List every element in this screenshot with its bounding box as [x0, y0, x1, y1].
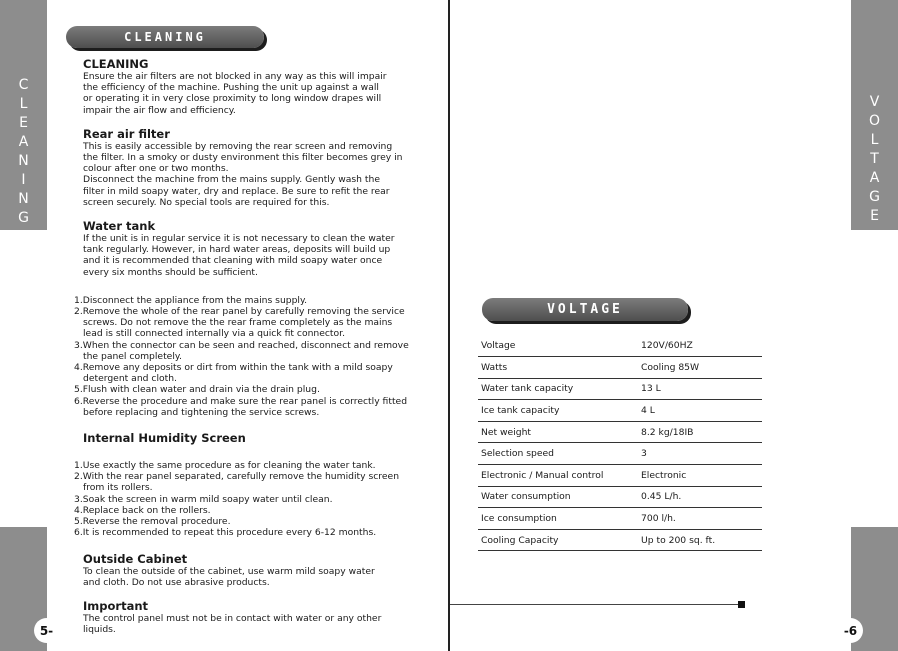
text-line: Ensure the air filters are not blocked in any way as this will impair [83, 71, 387, 82]
voltage-banner: VOLTAGE [482, 298, 688, 321]
step-item: 4.Remove any deposits or dirt from within the tank with a mild soapy detergent and cloth. [74, 362, 393, 385]
page-number-right: -6 [838, 618, 863, 643]
text-line: colour after one or two months. [83, 163, 229, 175]
spec-row [478, 357, 762, 379]
spec-value: 3 [638, 443, 762, 465]
cleaning-intro-text [83, 71, 413, 116]
text-line: every six months should be sufficient. [83, 266, 258, 278]
spec-row [478, 529, 762, 551]
text-line: screen securely. No special tools are required for this. [83, 196, 330, 208]
spec-row [478, 508, 762, 530]
important-text [83, 613, 413, 635]
side-letter: E [19, 115, 28, 131]
page-spine [448, 0, 450, 651]
side-letter: N [18, 191, 29, 207]
outside-cabinet-text [83, 566, 413, 588]
spec-value: 120V/60HZ [638, 335, 762, 357]
side-letter: I [21, 172, 26, 188]
footer-square-marker [738, 601, 745, 608]
spec-label: Net weight [478, 421, 638, 443]
spec-label: Ice tank capacity [478, 400, 638, 422]
cleaning-vertical-label [0, 76, 47, 228]
spec-row [478, 443, 762, 465]
spec-label: Voltage [478, 335, 638, 357]
side-letter: L [870, 132, 879, 148]
section-title-water-tank: Water tank [83, 219, 156, 234]
spec-row [478, 465, 762, 487]
spec-value: Electronic [638, 465, 762, 487]
voltage-spec-table [478, 335, 762, 551]
text-line: If the unit is in regular service it is not necessary to clean the water [83, 233, 395, 245]
page-number-left: 5- [34, 618, 59, 643]
spec-value: 13 L [638, 378, 762, 400]
text-line: or operating it in very close proximity to long window drapes will [83, 93, 382, 105]
spec-value: Cooling 85W [638, 357, 762, 379]
spec-label: Electronic / Manual control [478, 465, 638, 487]
section-title-humidity-screen: Internal Humidity Screen [83, 431, 246, 446]
text-line: and it is recommended that cleaning with mild soapy water once [83, 255, 383, 267]
text-line: To clean the outside of the cabinet, use warm mild soapy water [83, 565, 375, 577]
step-item: 1.Use exactly the same procedure as for cleaning the water tank. [74, 460, 376, 472]
spec-row [478, 378, 762, 400]
text-line: liquids. [83, 624, 116, 636]
spec-row [478, 335, 762, 357]
side-letter: O [868, 113, 881, 129]
spec-value: 0.45 L/h. [638, 486, 762, 508]
spec-row [478, 486, 762, 508]
step-item: 2.With the rear panel separated, carefully remove the humidity screen from its rollers. [74, 471, 400, 494]
step-item: 3.Soak the screen in warm mild soapy water until clean. [74, 493, 333, 505]
spec-value: 4 L [638, 400, 762, 422]
side-letter: E [870, 208, 879, 224]
cleaning-banner: CLEANING [66, 26, 264, 48]
side-letter: C [18, 77, 29, 93]
step-item: 3.When the connector can be seen and reached, disconnect and remove the panel completely. [74, 339, 409, 362]
spec-label: Water consumption [478, 486, 638, 508]
side-letter: A [869, 170, 880, 186]
step-item: 6.It is recommended to repeat this procedure every 6-12 months. [74, 527, 377, 539]
text-line: filter in mild soapy water, dry and replace. Be sure to refit the rear [83, 185, 390, 197]
step-item: 5.Reverse the removal procedure. [74, 516, 231, 528]
side-letter: G [869, 189, 880, 205]
text-line: impair the air flow and efficiency. [83, 104, 236, 116]
spec-label: Selection speed [478, 443, 638, 465]
spec-label: Watts [478, 357, 638, 379]
rear-filter-text [83, 141, 413, 208]
water-tank-text [83, 233, 413, 278]
side-letter: T [870, 151, 879, 167]
spec-row [478, 421, 762, 443]
side-letter: L [19, 96, 28, 112]
section-title-important: Important [83, 598, 149, 613]
step-item: 1.Disconnect the appliance from the mains supply. [74, 294, 308, 306]
text-line: the efficiency of the machine. Pushing the unit up against a wall [83, 82, 379, 94]
spec-label: Ice consumption [478, 508, 638, 530]
spec-label: Water tank capacity [478, 378, 638, 400]
spec-row [478, 400, 762, 422]
side-letter: G [18, 210, 29, 226]
text-line: The control panel must not be in contact with water or any other [83, 612, 382, 624]
text-line: and cloth. Do not use abrasive products. [83, 576, 270, 588]
spec-label: Cooling Capacity [478, 529, 638, 551]
section-title-outside-cabinet: Outside Cabinet [83, 551, 188, 566]
section-title-cleaning: CLEANING [83, 57, 149, 71]
text-line: Disconnect the machine from the mains supply. Gently wash the [83, 174, 380, 186]
voltage-vertical-label [851, 93, 898, 226]
side-letter: V [869, 94, 880, 110]
step-item: 5.Flush with clean water and drain via the drain plug. [74, 384, 320, 396]
step-item: 4.Replace back on the rollers. [74, 504, 211, 516]
spec-value: 700 l/h. [638, 508, 762, 530]
cleaning-content [74, 57, 413, 636]
side-letter: A [18, 134, 29, 150]
footer-rule [450, 604, 740, 605]
spec-value: 8.2 kg/18IB [638, 421, 762, 443]
humidity-screen-steps [74, 460, 413, 538]
text-line: This is easily accessible by removing the rear screen and removing [83, 140, 393, 152]
spec-value: Up to 200 sq. ft. [638, 529, 762, 551]
text-line: the filter. In a smoky or dusty environment this filter becomes grey in [83, 152, 403, 164]
step-item: 2.Remove the whole of the rear panel by carefully removing the service screws. Do not remove the the rear frame completely as the mains lead is still connected internally via a quick fit connector. [74, 306, 405, 340]
section-title-rear-filter: Rear air filter [83, 126, 170, 141]
side-letter: N [18, 153, 29, 169]
water-tank-steps [74, 295, 413, 418]
step-item: 6.Reverse the procedure and make sure the rear panel is correctly fitted before replacing and tightening the service screws. [74, 395, 408, 418]
text-line: tank regularly. However, in hard water areas, deposits will build up [83, 244, 391, 256]
